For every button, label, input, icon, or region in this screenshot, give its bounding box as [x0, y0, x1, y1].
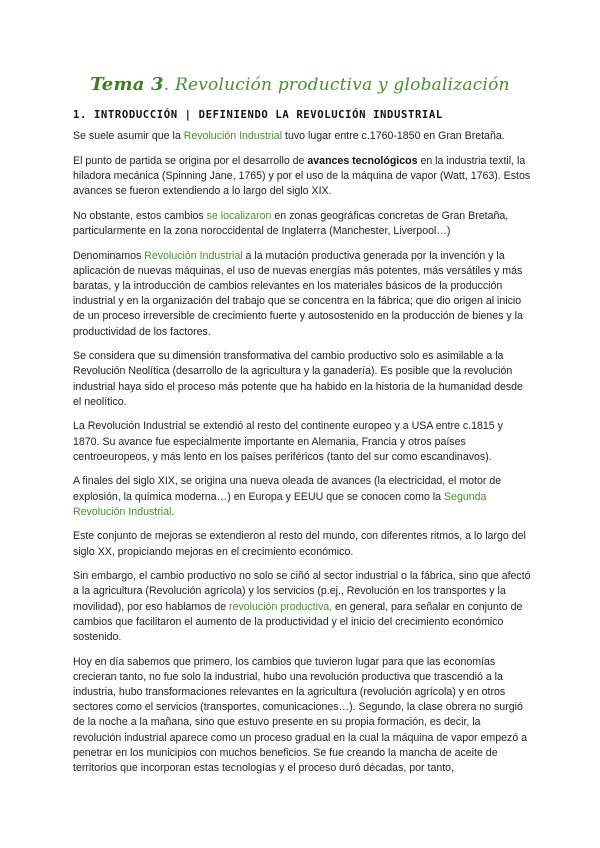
paragraph-2 [73, 154, 531, 200]
p9-text-c: en general, para señalar en conjunto de cambios que facilitaron el aumento de la productividad y el inicio del crecimiento económico sostenido. [73, 600, 523, 644]
paragraph-6: La Revolución Industrial se extendió al resto del continente europeo y a USA entre c.1815 y 1870. Su avance fue especialmente importante en Alemania, Francia y otros países centroeuropeos, y más lento en los países periféricos (tanto del sur como escandinavos). [73, 420, 503, 463]
p4-text-a: Denominamos [73, 249, 145, 262]
p1-highlight: Revolución Industrial [183, 130, 283, 143]
p3-text-c: en zonas geográficas concretas de Gran Bretaña, particularmente en la zona noroccidental de Inglaterra (Manchester, Liverpool…) [73, 209, 509, 237]
paragraph-7 [73, 474, 531, 520]
p2-text-a: El punto de partida se origina por el desarrollo de [73, 154, 308, 167]
paragraph-3 [73, 209, 531, 239]
paragraph-4 [73, 249, 531, 340]
p7-highlight: Segunda Revolución Industrial [73, 490, 487, 518]
paragraph-8: Este conjunto de mejoras se extendieron al resto del mundo, con diferentes ritmos, a lo largo del siglo XX, propiciando mejoras en el crecimiento económico. [73, 530, 526, 558]
p2-bold: avances tecnológicos [307, 154, 418, 167]
document-body [73, 108, 531, 786]
title-topic-number: Tema 3 [90, 74, 164, 95]
p1-text-c: tuvo lugar entre c.1760-1850 en Gran Bretaña. [282, 130, 505, 143]
p9-text-a: Sin embargo, el cambio productivo no solo se ciñó al sector industrial o la fábrica, sino que afectó a la agricultura (Revolución agrícola) y los servicios (p.ej., Revolución en los transportes y la movilidad), por eso hablamos de [73, 570, 531, 613]
p9-highlight: revolución productiva, [229, 600, 333, 613]
title-text: Revolución productiva y globalización [174, 75, 510, 95]
paragraph-1 [73, 129, 531, 144]
paragraph-9 [73, 569, 531, 645]
section-heading [73, 108, 531, 123]
p7-text-c: . [171, 505, 175, 518]
paragraph-10: Hoy en día sabemos que primero, los cambios que tuvieron lugar para que las economías crecieran tanto, no fue solo la industrial, hubo una revolución productiva que trascendió a la industria, hubo transformaciones relevantes en la agricultura (revolución agrícola) y en otros sectores como el servicios (transportes, comunicaciones…). Segundo, la clase obrera no surgió de la noche a la mañana, sino que estuvo presente en su propia formación, es decir, la revolución industrial aparece como un proceso gradual en la cual la máquina de vapor empezó a penetrar en los municipios con muchos beneficios. Se fue creando la mancha de aceite de territorios que incorporan estas tecnologías y el proceso duró décadas, por tanto, [73, 655, 528, 775]
p3-text-a: No obstante, estos cambios [73, 209, 207, 222]
p4-highlight: Revolución Industrial [144, 249, 243, 262]
p1-text-a: Se suele asumir que la [73, 130, 184, 143]
p7-text-a: A finales del siglo XIX, se origina una nueva oleada de avances (la electricidad, el motor de explosión, la química moderna…) en Europa y EEUU que se conocen como la [73, 475, 502, 503]
p4-text-c: a la mutación productiva generada por la invención y la aplicación de nuevas máquinas, el uso de nuevas energías más potentes, más versátiles y más baratas, y la introducción de cambios relevantes en los materiales básicos de la producción industrial y en la organización del trabajo que se concentra en la fábrica; que dio origen al inicio de un proceso irreversible de crecimiento fuerte y autosostenido en la producción de bienes y la productividad de los factores. [73, 249, 523, 338]
p2-text-c: en la industria textil, la hiladora mecánica (Spinning Jane, 1765) y por el uso de la máquina de vapor (Watt, 1763). Estos avances se fueron extendiendo a lo largo del siglo XIX. [73, 154, 531, 198]
p3-highlight: se localizaron [206, 209, 272, 222]
document-title [0, 74, 600, 95]
section-title: INTRODUCCIÓN | DEFINIENDO LA REVOLUCIÓN INDUSTRIAL [93, 109, 443, 121]
title-separator: . [163, 75, 175, 95]
section-number: 1. [73, 109, 87, 121]
paragraph-5: Se considera que su dimensión transformativa del cambio productivo solo es asimilable a la Revolución Neolítica (desarrollo de la agricultura y la ganadería). Es posible que la revolución industrial haya sido el proceso más potente que ha habido en la historia de la humanidad desde el neolítico. [73, 350, 523, 408]
